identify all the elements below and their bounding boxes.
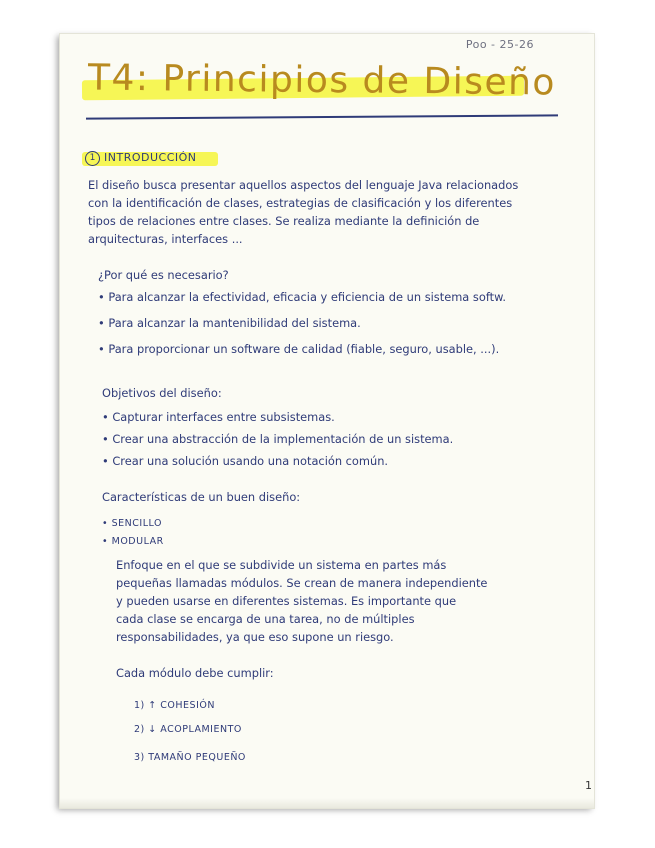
- modular-line: pequeñas llamadas módulos. Se crean de manera independiente: [116, 576, 488, 590]
- why-item-text: Para proporcionar un software de calidad (fiable, seguro, usable, ...).: [108, 342, 500, 356]
- why-item-text: Para alcanzar la mantenibilidad del sistema.: [108, 316, 361, 330]
- module-item-text: ↑ COHESIÓN: [148, 700, 215, 711]
- objective-item: • Crear una abstracción de la implementación de un sistema.: [102, 432, 454, 446]
- module-item-text: ↓ ACOPLAMIENTO: [148, 724, 242, 735]
- page-bottom-edge: [60, 798, 594, 808]
- title-underline: [86, 114, 558, 119]
- characteristic-item: • MODULAR: [102, 536, 164, 547]
- module-item-num: 1): [134, 700, 145, 711]
- course-code: Poo - 25-26: [465, 38, 534, 51]
- module-item-num: 2): [134, 724, 145, 735]
- module-item: [134, 724, 242, 735]
- section-title: INTRODUCCIÓN: [104, 151, 197, 164]
- why-item: • Para proporcionar un software de calidad (fiable, seguro, usable, ...).: [98, 342, 500, 356]
- why-question: ¿Por qué es necesario?: [98, 268, 229, 282]
- objective-item-text: Crear una abstracción de la implementación de un sistema.: [112, 432, 454, 446]
- why-item: • Para alcanzar la mantenibilidad del sistema.: [98, 316, 361, 330]
- objectives-heading: Objetivos del diseño:: [102, 386, 222, 400]
- page-number: 1: [585, 779, 592, 792]
- modular-line: responsabilidades, ya que eso supone un riesgo.: [116, 630, 394, 644]
- module-item-text: TAMAÑO PEQUEÑO: [148, 752, 246, 763]
- objective-item: • Capturar interfaces entre subsistemas.: [102, 410, 335, 424]
- module-item: [134, 700, 215, 711]
- page-title: T4: Principios de Diseño: [87, 57, 557, 104]
- objective-item-text: Capturar interfaces entre subsistemas.: [112, 410, 335, 424]
- module-heading: Cada módulo debe cumplir:: [116, 666, 274, 680]
- intro-line: tipos de relaciones entre clases. Se realiza mediante la definición de: [88, 214, 480, 228]
- objective-item: • Crear una solución usando una notación común.: [102, 454, 389, 468]
- characteristic-item: • SENCILLO: [102, 518, 162, 529]
- characteristics-heading: Características de un buen diseño:: [102, 490, 301, 504]
- characteristic-item-text: MODULAR: [111, 536, 164, 547]
- modular-line: cada clase se encarga de una tarea, no de múltiples: [116, 612, 415, 626]
- why-item-text: Para alcanzar la efectividad, eficacia y eficiencia de un sistema softw.: [108, 290, 506, 304]
- section-number: 1: [85, 151, 100, 166]
- modular-line: Enfoque en el que se subdivide un sistema en partes más: [116, 558, 447, 572]
- notebook-page: [60, 34, 594, 808]
- characteristic-item-text: SENCILLO: [111, 518, 162, 529]
- intro-line: arquitecturas, interfaces ...: [88, 232, 243, 246]
- module-item: [134, 752, 246, 763]
- objective-item-text: Crear una solución usando una notación común.: [112, 454, 389, 468]
- intro-line: El diseño busca presentar aquellos aspectos del lenguaje Java relacionados: [88, 178, 519, 192]
- why-item: • Para alcanzar la efectividad, eficacia y eficiencia de un sistema softw.: [98, 290, 506, 304]
- module-item-num: 3): [134, 752, 145, 763]
- modular-line: y pueden usarse en diferentes sistemas. Es importante que: [116, 594, 457, 608]
- intro-line: con la identificación de clases, estrategias de clasificación y los diferentes: [88, 196, 513, 210]
